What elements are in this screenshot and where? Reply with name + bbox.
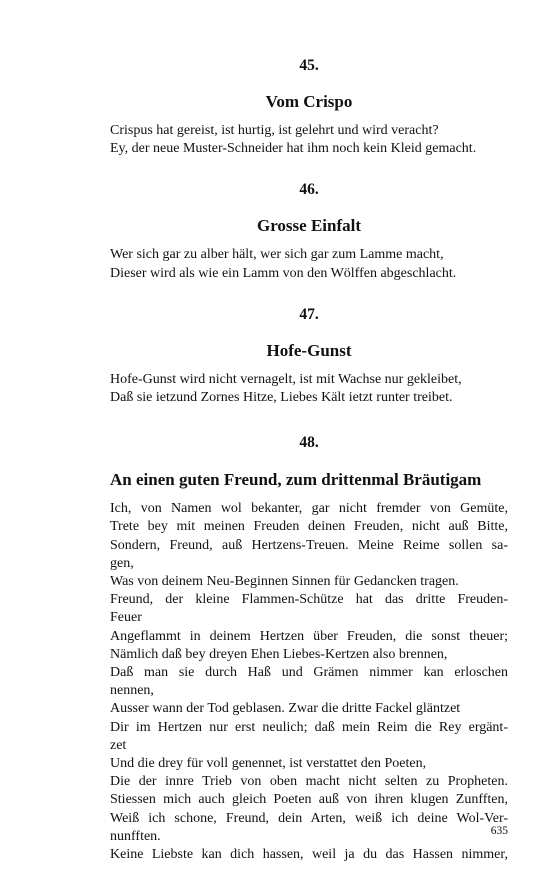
epigram-lines [110,122,508,158]
verse-line: Feuer [110,610,142,626]
verse-line: Ausser wann der Tod geblasen. Zwar die dritte Fackel gläntzet [110,701,461,717]
epigram-45 [110,56,508,158]
verse-line: Sondern, Freund, auß Hertzens-Treuen. Meine Reime sollen sa- [110,537,508,553]
verse-line: Crispus hat gereist, ist hurtig, ist gelehrt und wird veracht? [110,123,439,138]
verse-line: Hofe-Gunst wird nicht vernagelt, ist mit Wachse nur gekleibet, [110,371,462,387]
epigram-48 [110,433,508,864]
verse-line: Angeflammt in deinem Hertzen über Freuden, die sonst theuer; [110,628,508,644]
epigram-lines [110,371,508,407]
verse-line: Nämlich daß bey dreyen Ehen Liebes-Kertzen also brennen, [110,646,448,662]
epigram-lines [110,500,508,864]
verse-line: Keine Liebste kan dich hassen, weil ja du das Hassen nimmer, [110,847,508,863]
epigram-number: 47. [299,305,319,323]
epigram-number: 46. [299,181,319,199]
verse-line: Dir im Hertzen nur erst neulich; daß mein Reim die Rey ergänt- [110,719,508,735]
verse-line: Und die drey für voll genennet, ist verstattet den Poeten, [110,756,427,772]
verse-line: Ich, von Namen wol bekanter, gar nicht fremder von Gemüte, [110,501,508,517]
epigram-title: An einen guten Freund, zum drittenmal Bräutigam [110,470,482,490]
verse-line: Daß man sie durch Haß und Grämen nimmer kan erloschen [110,665,508,681]
verse-line: Dieser wird als wie ein Lamm von den Wölffen abgeschlacht. [110,265,457,281]
epigram-number: 45. [299,57,319,74]
epigram-title: Grosse Einfalt [256,216,362,236]
verse-line: Wer sich gar zu alber hält, wer sich gar zum Lamme macht, [110,247,444,263]
epigram-46 [110,180,508,282]
verse-line: Ey, der neue Muster-Schneider hat ihm noch kein Kleid gemacht. [110,141,477,157]
verse-line: Freund, der kleine Flammen-Schütze hat das dritte Freuden- [110,592,508,608]
verse-line: Stiessen mich auch gleich Poeten auß von ihren klugen Zunfften, [110,792,508,808]
verse-line: gen, [110,555,134,571]
verse-line: Trete bey mit meinen Freuden deinen Freuden, nicht auß Bitte, [110,519,508,535]
epigram-title: Vom Crispo [265,92,353,111]
verse-line: nunfften. [110,828,161,844]
verse-line: nennen, [110,683,154,699]
page-text [110,56,508,864]
verse-line: Die der innre Trieb von oben macht nicht selten zu Propheten. [110,774,508,790]
verse-line: Daß sie ietzund Zornes Hitze, Liebes Kält ietzt runter treibet. [110,390,453,406]
epigram-title: Hofe-Gunst [266,340,352,360]
epigram-lines [110,246,508,282]
epigram-47 [110,305,508,407]
verse-line: zet [110,737,127,753]
page-number: 635 [490,825,508,837]
verse-line: Weiß ich schone, Freund, dein Arten, weiß ich deine Wol-Ver- [110,810,508,826]
epigram-number: 48. [299,434,319,452]
verse-line: Was von deinem Neu-Beginnen Sinnen für Gedancken tragen. [110,574,459,590]
